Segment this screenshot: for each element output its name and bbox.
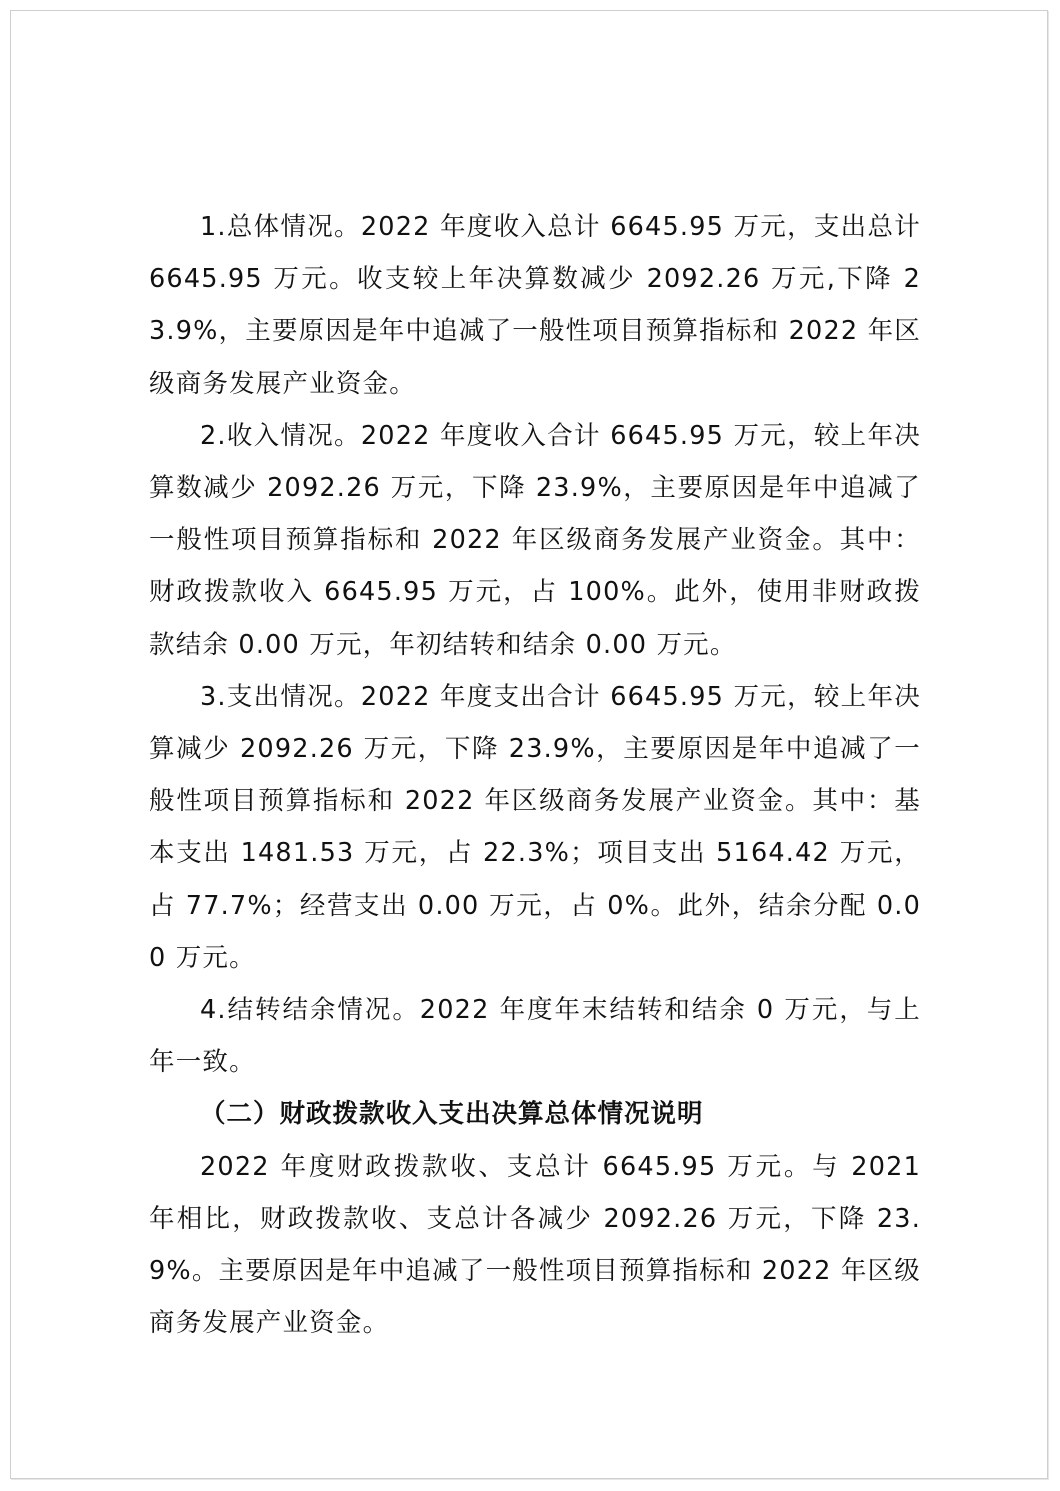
paragraph-expense-situation: 3.支出情况。2022 年度支出合计 6645.95 万元，较上年决算减少 2092.26 万元，下降 23.9%，主要原因是年中追减了一般性项目预算指标和 2022 年区级商务发展产业资金。其中：基本支出 1481.53 万元，占 22.3%；项目支出 5164.42 万元，占 77.7%；经营支出 0.00 万元，占 0%。此外，结余分配 0.00 万元。 [149,681,921,973]
section-heading: （二）财政拨款收入支出决算总体情况说明 [200,1099,704,1130]
paragraph-total-situation: 1.总体情况。2022 年度收入总计 6645.95 万元，支出总计 6645.95 万元。收支较上年决算数减少 2092.26 万元,下降 23.9%，主要原因是年中追减了一般性项目预算指标和 2022 年区级商务发展产业资金。 [149,212,921,399]
paragraph-carryover-situation: 4.结转结余情况。2022 年度年末结转和结余 0 万元，与上年一致。 [149,995,921,1078]
document-body [149,201,921,1349]
document-page [10,10,1048,1479]
paragraph-income-situation: 2.收入情况。2022 年度收入合计 6645.95 万元，较上年决算数减少 2092.26 万元，下降 23.9%，主要原因是年中追减了一般性项目预算指标和 2022 年区级商务发展产业资金。其中：财政拨款收入 6645.95 万元，占 100%。此外，使用非财政拨款结余 0.00 万元，年初结转和结余 0.00 万元。 [149,420,921,660]
paragraph-fiscal-appropriation: 2022 年度财政拨款收、支总计 6645.95 万元。与 2021 年相比，财政拨款收、支总计各减少 2092.26 万元，下降 23.9%。主要原因是年中追减了一般性项目预算指标和 2022 年区级商务发展产业资金。 [149,1151,921,1339]
